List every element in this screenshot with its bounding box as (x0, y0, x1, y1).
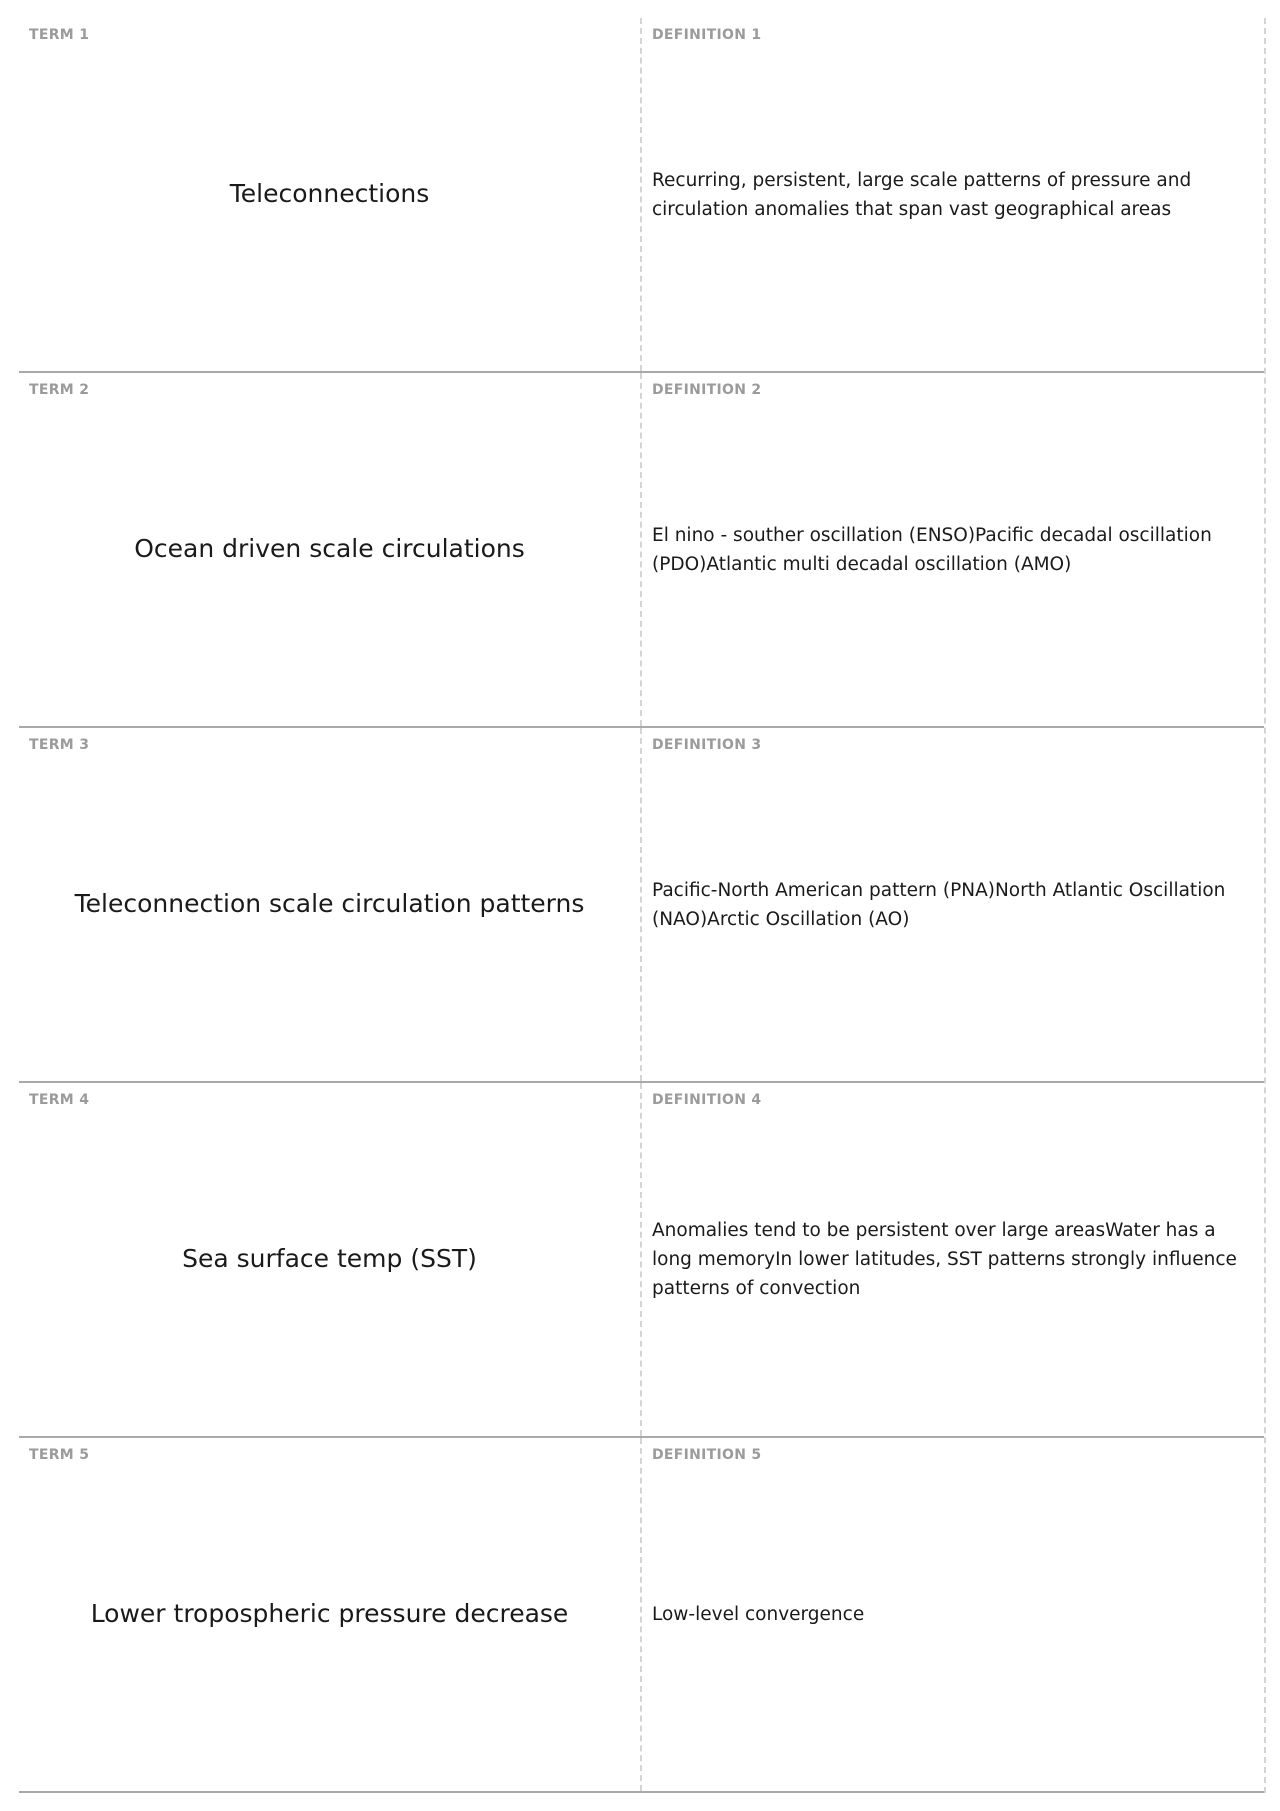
term-text: Lower tropospheric pressure decrease (90, 1599, 569, 1629)
definition-text: El nino - souther oscillation (ENSO)Pacific decadal oscillation (PDO)Atlantic multi decadal oscillation (AMO) (652, 524, 1212, 575)
definition-tag: DEFINITION 4 (652, 1092, 762, 1108)
definition-cell (642, 373, 1264, 726)
definition-cell (642, 1083, 1264, 1436)
definition-text: Anomalies tend to be persistent over large areasWater has a long memoryIn lower latitudes, SST patterns strongly influence patterns of convection (652, 1220, 1237, 1299)
term-cell (19, 373, 642, 726)
definition-text: Pacific-North American pattern (PNA)North Atlantic Oscillation (NAO)Arctic Oscillation (AO) (652, 879, 1226, 930)
definition-cell (642, 18, 1264, 371)
flashcard-sheet (19, 18, 1266, 1793)
definition-tag: DEFINITION 2 (652, 382, 762, 398)
term-tag: TERM 1 (29, 27, 90, 43)
term-tag: TERM 3 (29, 737, 90, 753)
term-cell (19, 18, 642, 371)
term-text: Ocean driven scale circulations (134, 534, 525, 564)
flashcard-row (19, 1083, 1264, 1438)
definition-tag: DEFINITION 1 (652, 27, 762, 43)
definition-text: Low-level convergence (652, 1604, 865, 1625)
flashcard-row (19, 1438, 1264, 1793)
flashcard-row (19, 373, 1264, 728)
flashcard-row (19, 18, 1264, 373)
definition-text: Recurring, persistent, large scale patterns of pressure and circulation anomalies that span vast geographical areas (652, 169, 1192, 220)
term-cell (19, 1083, 642, 1436)
term-cell (19, 728, 642, 1081)
definition-cell (642, 1438, 1264, 1791)
term-text: Teleconnection scale circulation patterns (74, 889, 585, 919)
definition-tag: DEFINITION 5 (652, 1447, 762, 1463)
term-cell (19, 1438, 642, 1791)
term-tag: TERM 4 (29, 1092, 90, 1108)
term-text: Teleconnections (229, 179, 430, 209)
term-tag: TERM 2 (29, 382, 90, 398)
term-tag: TERM 5 (29, 1447, 90, 1463)
definition-cell (642, 728, 1264, 1081)
definition-tag: DEFINITION 3 (652, 737, 762, 753)
flashcard-row (19, 728, 1264, 1083)
term-text: Sea surface temp (SST) (182, 1244, 477, 1274)
